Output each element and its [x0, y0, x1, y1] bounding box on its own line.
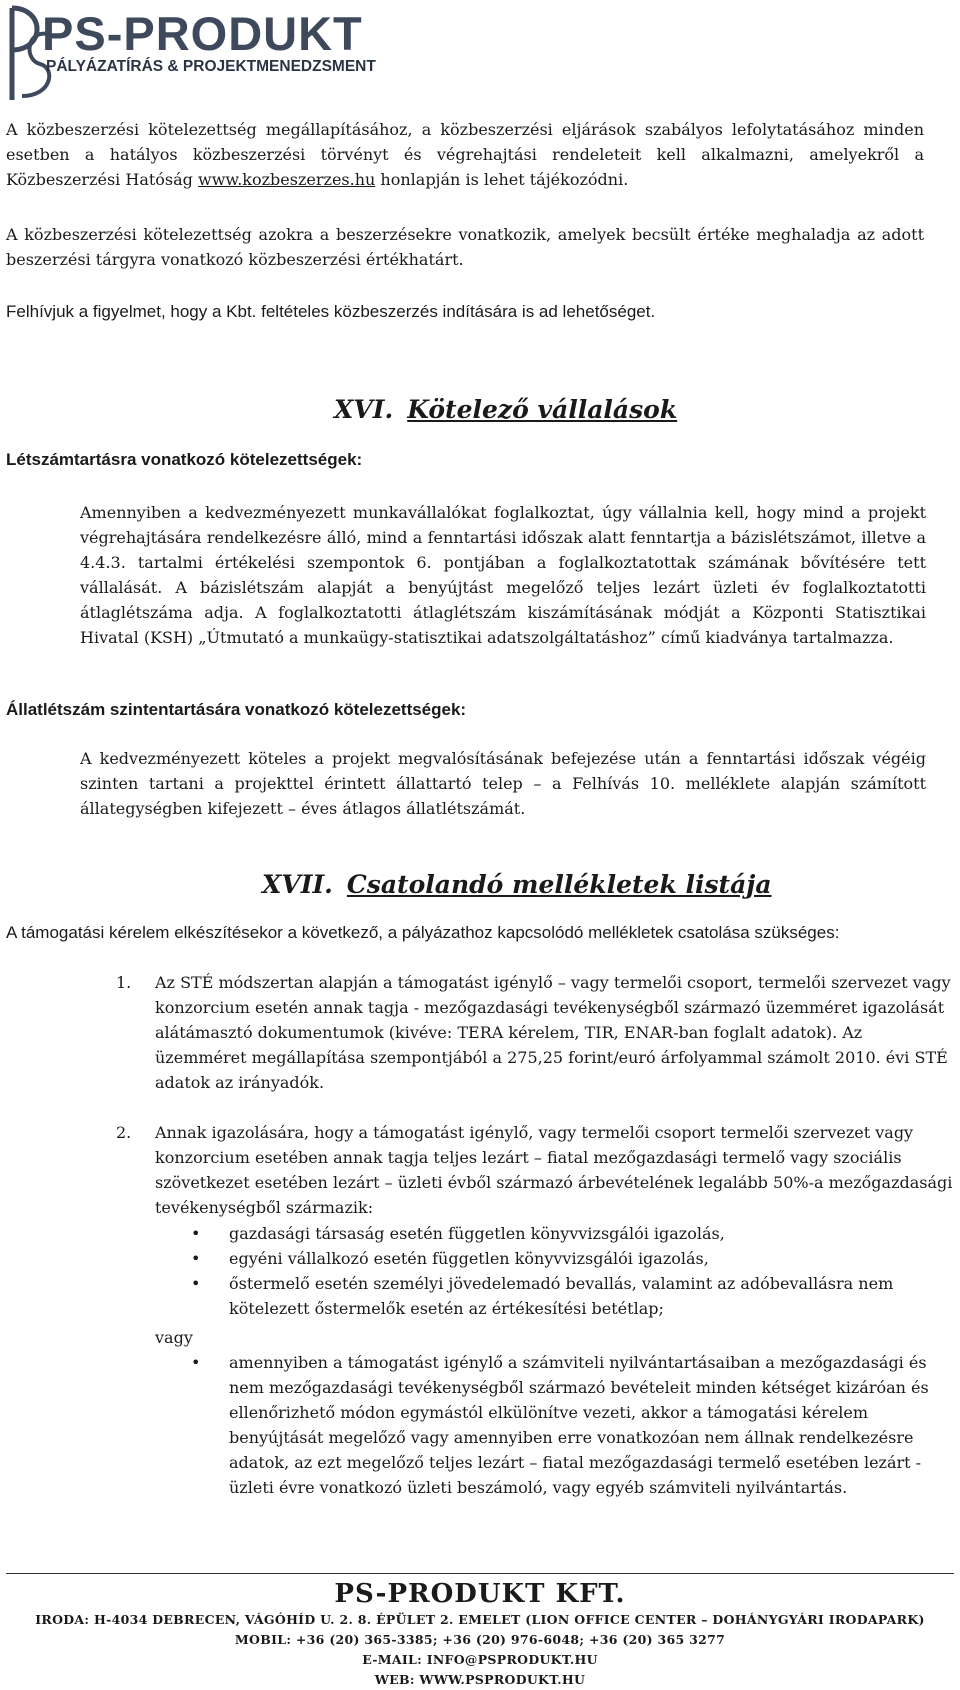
section-17-number: XVII.: [262, 870, 333, 899]
footer-mobile: MOBIL: +36 (20) 365-3385; +36 (20) 976-6048; +36 (20) 365 3277: [234, 1632, 726, 1647]
bullet-text: gazdasági társaság esetén független könyvvizsgálói igazolás,: [229, 1224, 725, 1243]
bullet-dot-icon: •: [191, 1353, 201, 1372]
intro-paragraph-2: A közbeszerzési kötelezettség azokra a beszerzésekre vonatkozik, amelyek becsült értéke meghaladja az adott beszerzési tárgyra vonatkozó közbeszerzési értékhatárt.: [6, 225, 924, 269]
logo-subtitle: PÁLYÁZATÍRÁS & PROJEKTMENEDZSMENT: [46, 58, 376, 75]
or-label: vagy: [155, 1328, 193, 1347]
intro-paragraph-3: Felhívjuk a figyelmet, hogy a Kbt. feltételes közbeszerzés indítására is ad lehetőséget.: [6, 302, 656, 321]
bullet-text: amennyiben a támogatást igénylő a számviteli nyilvántartásaiban a mezőgazdasági és nem mezőgazdasági tevékenységből származó bevételeit minden kétséget kizáróan és ellenőrizhető módon egymástól elkülönítve vezeti, akkor a támogatási kérelem benyújtását megelőző vagy amennyiben erre vonatkozóan nem állnak rendelkezésre adatok, az ezt megelőző teljes lezárt – fiatal mezőgazdasági termelő esetében lezárt - üzleti évre vonatkozó üzleti beszámoló, vagy egyéb számviteli nyilvántartás.: [229, 1353, 929, 1497]
page-footer: [0, 1578, 960, 1690]
staff-heading: Létszámtartásra vonatkozó kötelezettségek:: [6, 450, 363, 469]
bullet-dot-icon: •: [191, 1274, 201, 1293]
staff-text: Amennyiben a kedvezményezett munkavállalókat foglalkoztat, úgy vállalnia kell, hogy mind a projekt végrehajtására rendelkezésre álló, mind a fenntartási időszak alatt fenntartja a bázislétszámot, illetve a 4.4.3. tartalmi értékelési szempontok 6. pontjában a foglalkoztatottak számának bővítésére tett vállalását. A bázislétszám alapját a benyújtást megelőző teljes lezárt üzleti év foglalkoztatotti átlaglétszáma adja. A foglalkoztatotti átlaglétszám kiszámításának módját a Központi Statisztikai Hivatal (KSH) „Útmutató a munkaügy-statisztikai adatszolgáltatáshoz” című kiadványa tartalmazza.: [80, 503, 926, 647]
intro-paragraph-1-text: A közbeszerzési kötelezettség megállapításához, a közbeszerzési eljárások szabályos lefolytatásához minden esetben a hatályos közbeszerzési törvényt és végrehajtási rendeleteit kell alkalmazni, amelyekről a Közbeszerzési Hatóság: [6, 120, 924, 189]
bullet-dot-icon: •: [191, 1249, 201, 1268]
intro-paragraph-1-tail: honlapján is lehet tájékozódni.: [375, 170, 629, 189]
section-16-heading: [334, 395, 677, 424]
bullet-text: egyéni vállalkozó esetén független könyvvizsgálói igazolás,: [229, 1249, 709, 1268]
company-logo: [6, 4, 376, 104]
footer-divider: [6, 1573, 954, 1574]
footer-web[interactable]: WEB: WWW.PSPRODUKT.HU: [374, 1672, 586, 1687]
list-item-marker: 2.: [116, 1123, 132, 1142]
section-16-number: XVI.: [334, 395, 394, 424]
section-17-title: Csatolandó mellékletek listája: [346, 870, 772, 899]
kozbeszerzes-link[interactable]: www.kozbeszerzes.hu: [198, 170, 376, 189]
list-item-text: Az STÉ módszertan alapján a támogatást igénylő – vagy termelői csoport, termelői szervezet vagy konzorcium esetén annak tagja - mezőgazdasági tevékenységből származó üzemméret igazolását alátámasztó dokumentumok (kivéve: TERA kérelem, TIR, ENAR-ban foglalt adatok). Az üzemméret megállapítása szempontjából a 275,25 forint/euró árfolyammal számolt 2010. évi STÉ adatok az irányadók.: [155, 973, 951, 1092]
logo-title: PS-PRODUKT: [42, 7, 363, 60]
bullet-dot-icon: •: [191, 1224, 201, 1243]
attachments-intro: A támogatási kérelem elkészítésekor a következő, a pályázathoz kapcsolódó mellékletek csatolása szükséges:: [6, 923, 840, 942]
list-item-marker: 1.: [116, 973, 132, 992]
list-item-text: Annak igazolására, hogy a támogatást igénylő, vagy termelői csoport termelői szervezet vagy konzorcium esetében annak tagja teljes lezárt – fiatal mezőgazdasági termelő vagy szociális szövetkezet esetében lezárt – üzleti évből származó árbevételének legalább 50%-a mezőgazdasági tevékenységből származik:: [155, 1123, 953, 1217]
animal-text: A kedvezményezett köteles a projekt megvalósításának befejezése után a fenntartási időszak végéig szinten tartani a projekttel érintett állattartó telep – a Felhívás 10. melléklete alapján számított állategységben kifejezett – éves átlagos állatlétszámát.: [80, 749, 926, 818]
footer-address: IRODA: H-4034 DEBRECEN, VÁGÓHÍD U. 2. 8. ÉPÜLET 2. EMELET (LION OFFICE CENTER – DOHÁNYGYÁRI IRODAPARK): [35, 1612, 925, 1627]
footer-company: PS-PRODUKT KFT.: [334, 1579, 626, 1609]
section-17-heading: [262, 870, 772, 899]
section-16-title: Kötelező vállalások: [407, 395, 678, 424]
footer-email[interactable]: E-MAIL: INFO@PSPRODUKT.HU: [362, 1652, 598, 1667]
animal-heading: Állatlétszám szintentartására vonatkozó kötelezettségek:: [6, 700, 467, 719]
bullet-text: őstermelő esetén személyi jövedelemadó bevallás, valamint az adóbevallásra nem kötelezett őstermelők esetén az értékesítési betétlap;: [229, 1274, 894, 1318]
intro-paragraph-1: [6, 117, 924, 192]
